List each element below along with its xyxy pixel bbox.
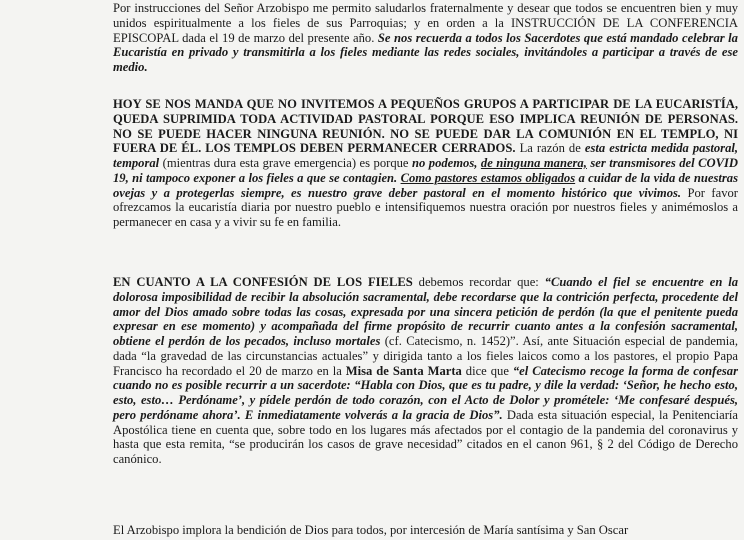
p2-text-3: Por favor ofrezcamos la eucaristía diaria por nuestro pueblo e intensifiquemos nuestra oración por nuestros fieles y animémoslos a permanecer en casa y a vivir su fe en familia. [113, 185, 738, 229]
p2-text-2: (mientras dura esta grave emergencia) es porque [162, 156, 409, 170]
p3-text-4: Dada esta situación especial, la Penitenciaría Apostólica tiene en cuenta que, sobre todo en los lugares más afectados por el contagio de la pandemia del coronavirus y hasta que esta remita, “se producirán los casos de grave necesidad” citados en el canon 961, § 2 del Código de Derecho canónico. [113, 407, 738, 466]
p1-emphasis: Se nos recuerda a todos los Sacerdotes que está mandado celebrar la Eucaristía en privado y transmitirla a los fieles mediante las redes sociales, invitándoles a participar a través de ese medio. [113, 30, 738, 74]
p2-text-1: La razón de [519, 141, 581, 156]
paragraph-mandate [113, 97, 738, 230]
p3-quote-2: “el Catecismo recoge la forma de confesar cuando no es posible recurrir a un sacerdote: “Habla con Dios, que es tu padre, y dile la verdad: ‘Señor, he hecho esto, esto, esto… Perdóname’, y pídele perdón de todo corazón, con el Acto de Dolor y prométele: ‘Me confesaré después, pero perdóname ahora’. E inmediatamente volverás a la gracia de Dios”. [113, 363, 739, 422]
p3-text-2: (cf. Catecismo, n. 1452)”. Así, ante Situación especial de pandemia, dada “la gravedad de las circunstancias actuales” y dirigida tanto a los fieles laicos como a los pastores, el propio Papa Francisco ha recordado el 20 de marzo en la [113, 334, 738, 378]
paragraph-instructions [113, 1, 738, 75]
p2-emphasis-3: ser transmisores del COVID 19, ni tampoco exponer a los fieles a que se contagien. [113, 156, 738, 185]
paragraph-blessing [113, 523, 738, 538]
p2-emphasis-4: a cuidar de la vida de nuestras ovejas y a protegerlas siempre, es nuestro grave deber pastoral en el momento histórico que vivimos. [113, 170, 738, 200]
p3-heading: EN CUANTO A LA CONFESIÓN DE LOS FIELES [113, 275, 413, 289]
paragraph-confession [113, 275, 738, 467]
p3-quote-1: “Cuando el fiel se encuentre en la dolorosa imposibilidad de recibir la absolución sacramental, debe recordarse que la contrición perfecta, procedente del amor del Dios amado sobre todas las cosas, expresada por una sincera petición de perdón (la que el penitente pueda expresar en ese momento) y acompañada del firme propósito de recurrir cuanto antes a la confesión sacramental, obtiene el perdón de los pecados, incluso mortales [113, 275, 738, 348]
p2-underlined-2: Como pastores estamos obligados [400, 170, 576, 185]
p2-caps-notice: HOY SE NOS MANDA QUE NO INVITEMOS A PEQUEÑOS GRUPOS A PARTICIPAR DE LA EUCARISTÍA, QUEDA SUPRIMIDA TODA ACTIVIDAD PASTORAL PORQUE ESO IMPLICA REUNIÓN DE PERSONAS. NO SE PUEDE HACER NINGUNA REUNIÓN. NO SE PUEDE DAR LA COMUNIÓN EN EL TEMPLO, NI FUERA DE ÉL. LOS TEMPLOS DEBEN PERMANECER CERRADOS. [113, 97, 738, 156]
p3-text-3: dice que [465, 363, 509, 378]
p2-emphasis-2: no podemos, [412, 156, 478, 170]
p1-text: Por instrucciones del Señor Arzobispo me permito saludarlos fraternalmente y desear que todos se encuentren bien y muy unidos espiritualmente a los fieles de sus Parroquias; y en orden a la INSTRUCCIÓN DE LA CONFERENCIA EPISCOPAL dada el 19 de marzo del presente año. [113, 1, 738, 45]
p3-text-1: debemos recordar que: [418, 275, 539, 289]
p2-emphasis-1: esta estricta medida pastoral, temporal [113, 141, 739, 170]
p4-text: El Arzobispo implora la bendición de Dios para todos, por intercesión de María santísima y San Oscar [113, 523, 629, 537]
p2-underlined-1: de ninguna manera, [480, 156, 587, 170]
p3-mass-name: Misa de Santa Marta [345, 363, 462, 378]
